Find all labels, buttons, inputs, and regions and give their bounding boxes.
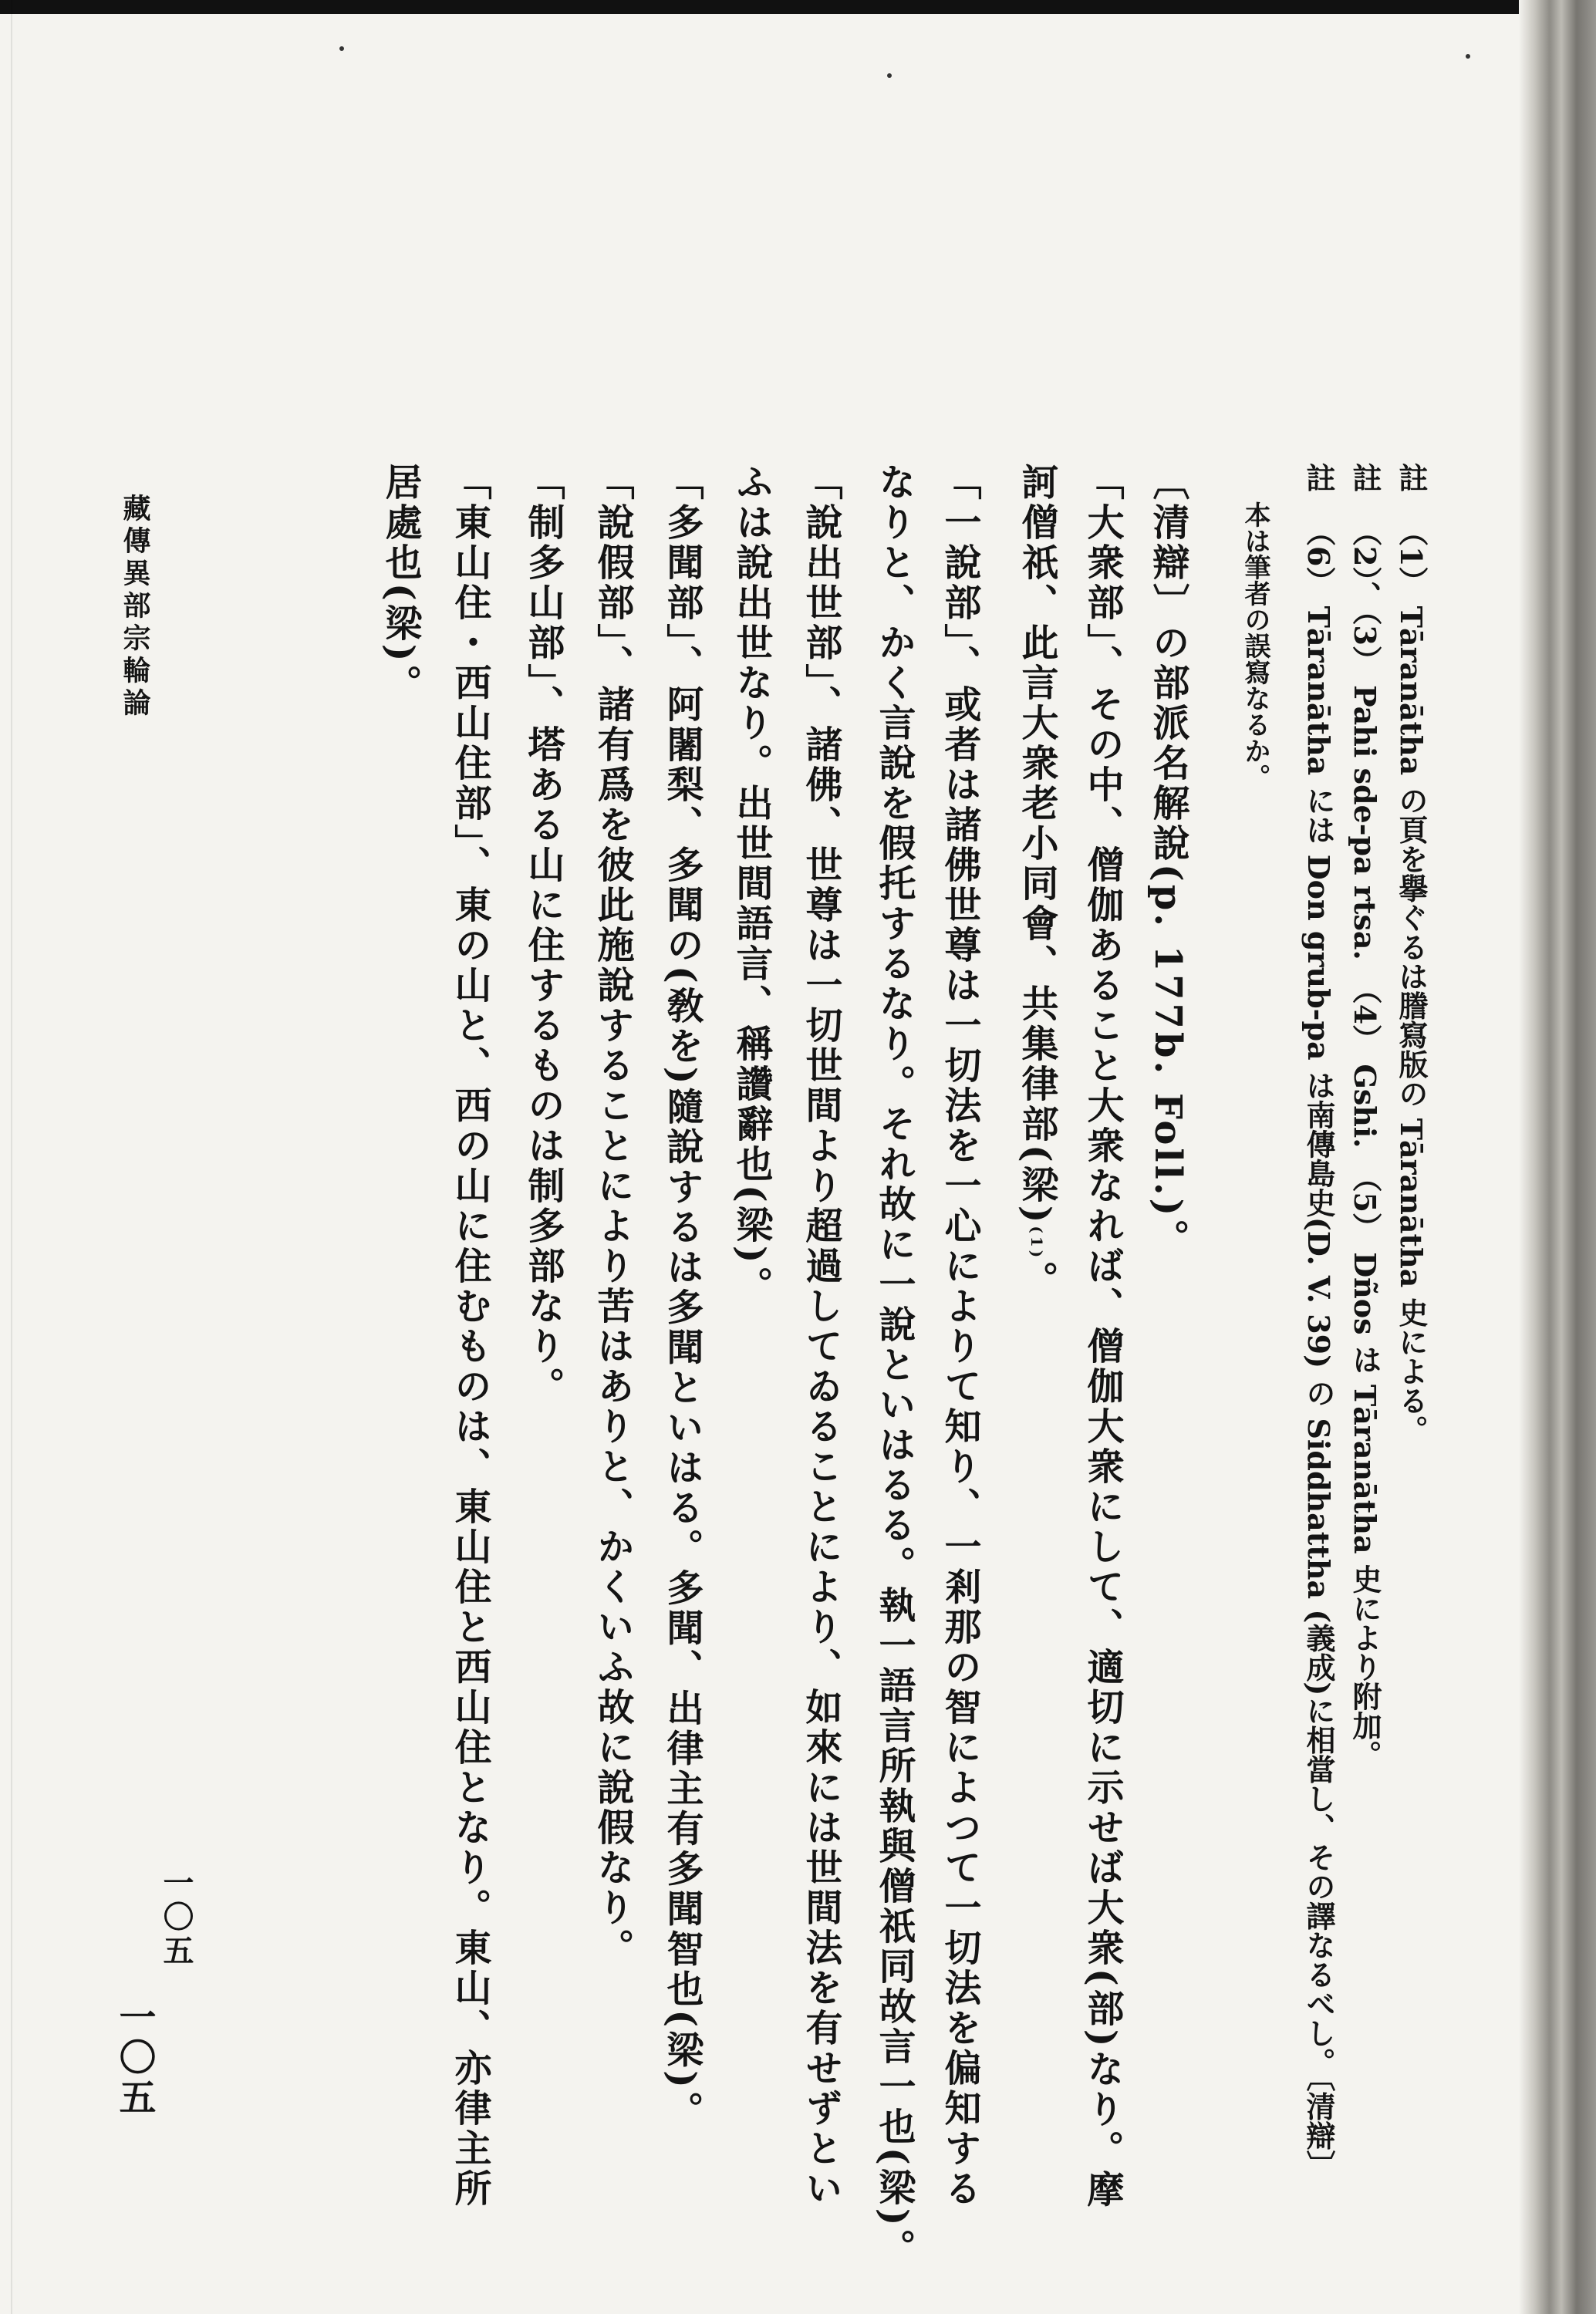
scan-speck	[1466, 54, 1470, 59]
text-line-3-tail: 。	[1015, 1260, 1058, 1301]
text-line-9: 「說假部」、諸有爲を彼此施說することにより苦はありと、かくいふ故に說假なり。	[591, 463, 634, 1968]
footnote-2	[1348, 463, 1382, 1769]
footnote-3	[1301, 463, 1336, 2180]
scan-speck	[339, 46, 344, 51]
page-number-large: 一〇五	[113, 1998, 156, 2118]
footnote-continuation: 本は筆者の誤寫なるか。	[1240, 501, 1270, 790]
text-line-12: 居處也(梁)。	[379, 463, 422, 705]
text-line-8: 「多聞部」、阿闍梨、多聞の(敎を)隨說するは多聞といはる。多聞、出律主有多聞智也(梁)。	[660, 463, 704, 2131]
footnote-text: （1） Tāranātha の頁を擧ぐるは謄寫版の Tāranātha 史による。	[1394, 517, 1429, 1445]
text-line-11: 「東山住・西山住部」、東の山と、西の山に住むものは、東山住と西山住となり。東山、亦律主所	[448, 463, 491, 2209]
book-spine-shadow	[1519, 0, 1596, 2314]
text-line-1: 〔清辯〕の部派名解說(p. 177b. Foll.)。	[1146, 463, 1189, 1260]
footnote-label: 註	[1394, 463, 1429, 497]
footnote-label: 註	[1301, 463, 1336, 497]
note-reference-mark: (1)	[1027, 1226, 1046, 1261]
running-title: 藏傳異部宗輪論	[119, 494, 151, 720]
text-line-5: なりと、かく言說を假托するなり。それ故に一說といはるる。執一語言所執與僧祇同故言一也(梁)。	[872, 463, 916, 2269]
text-line-4: 「一說部」、或者は諸佛世尊は一切法を一心によりて知り、一剎那の智によつて一切法を偏知する	[938, 463, 981, 2209]
footnote-1	[1394, 463, 1429, 1445]
text-line-3-body: 訶僧祇、此言大衆老小同會、共集律部(梁)	[1015, 463, 1058, 1226]
text-line-7: ふは說出世なり。出世間語言、稱讚辭也(梁)。	[730, 463, 773, 1307]
scan-speck	[887, 73, 892, 78]
text-line-10: 「制多山部」、塔ある山に住するものは制多部なり。	[521, 463, 565, 1407]
text-line-2: 「大衆部」、その中、僧伽あること大衆なれば、僧伽大衆にして、適切に示せば大衆(部)なり。摩	[1081, 463, 1124, 2211]
text-line-3	[1015, 463, 1058, 1301]
footnote-label: 註	[1348, 463, 1382, 497]
footnote-text: （2）、（3） Pahi sde-pa rtsa. （4） Gshi. （5） Dños は Tāranātha 史により附加。	[1348, 517, 1382, 1769]
text-line-6: 「說出世部」、諸佛、世尊は一切世間より超過してゐることにより、如來には世間法を有せずとい	[799, 463, 842, 2209]
page-number-small: 一〇五	[158, 1867, 194, 1968]
page-crease	[11, 0, 12, 2314]
footnote-text: （6） Tāranātha には Don grub-pa は南傳島史(D. V. 39) の Siddhattha (義成)に相當し、その譯なるべし。〔清辯〕	[1301, 517, 1336, 2180]
page-top-edge	[0, 0, 1596, 14]
